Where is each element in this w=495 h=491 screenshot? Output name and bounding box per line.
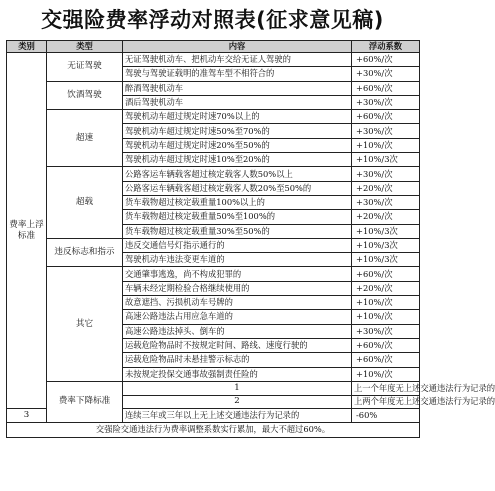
footnote-row bbox=[7, 422, 420, 437]
rate-cell: +60%/次 bbox=[352, 267, 420, 281]
table-header-row bbox=[7, 41, 420, 53]
table-row bbox=[7, 167, 420, 181]
content-cell: 运载危险物品时未悬挂警示标志的 bbox=[123, 353, 352, 367]
content-cell: 驾驶机动车超过规定时速10%至20%的 bbox=[123, 153, 352, 167]
rate-cell: +20%/次 bbox=[352, 210, 420, 224]
content-cell: 无证驾驶机动车、把机动车交给无证人驾驶的 bbox=[123, 53, 352, 67]
content-cell: 车辆未经定期检验合格继续使用的 bbox=[123, 281, 352, 295]
content-cell: 公路客运车辆载客超过核定载客人数20%至50%的 bbox=[123, 181, 352, 195]
type-cell: 超载 bbox=[47, 167, 123, 238]
rate-cell: +60%/次 bbox=[352, 338, 420, 352]
category-float-down: 费率下降标准 bbox=[47, 381, 123, 422]
rate-cell: +10%/次 bbox=[352, 367, 420, 381]
rate-cell: +10%/次 bbox=[352, 138, 420, 152]
content-cell: 驾驶机动车超过规定时速50%至70%的 bbox=[123, 124, 352, 138]
content-cell: 驾驶机动车超过规定时速70%以上的 bbox=[123, 110, 352, 124]
header-category: 类别 bbox=[7, 41, 47, 53]
type-cell: 3 bbox=[7, 409, 47, 423]
table-row bbox=[7, 267, 420, 281]
rate-cell: +10%/次 bbox=[352, 310, 420, 324]
content-cell: 高速公路违法占用应急车道的 bbox=[123, 310, 352, 324]
type-cell: 违反标志和指示 bbox=[47, 238, 123, 267]
rate-cell: +30%/次 bbox=[352, 195, 420, 209]
content-cell: 驾驶机动车违法变更车道的 bbox=[123, 253, 352, 267]
rate-cell: +20%/次 bbox=[352, 181, 420, 195]
rate-cell: +30%/次 bbox=[352, 67, 420, 81]
rate-cell: +10%/3次 bbox=[352, 253, 420, 267]
rate-table bbox=[6, 40, 495, 438]
rate-cell: +60%/次 bbox=[352, 53, 420, 67]
content-cell: 运载危险物品时不按规定时间、路线、速度行驶的 bbox=[123, 338, 352, 352]
content-cell: 连续三年或三年以上无上述交通违法行为记录的 bbox=[123, 409, 352, 423]
rate-cell: +60%/次 bbox=[352, 353, 420, 367]
table-row bbox=[7, 81, 420, 95]
content-cell: 货车载物超过核定载重量50%至100%的 bbox=[123, 210, 352, 224]
content-cell: 高速公路违法掉头、倒车的 bbox=[123, 324, 352, 338]
rate-cell: -60% bbox=[352, 409, 420, 423]
content-cell: 上一个年度无上述交通违法行为记录的 bbox=[352, 381, 420, 395]
table-row bbox=[7, 381, 420, 395]
page-title: 交强险费率浮动对照表(征求意见稿) bbox=[41, 8, 384, 32]
type-cell: 超速 bbox=[47, 110, 123, 167]
table-row bbox=[7, 238, 420, 252]
table-row bbox=[7, 110, 420, 124]
type-cell: 饮酒驾驶 bbox=[47, 81, 123, 110]
content-cell: 醉酒驾驶机动车 bbox=[123, 81, 352, 95]
content-cell: 货车载物超过核定载重量100%以上的 bbox=[123, 195, 352, 209]
content-cell: 故意遮挡、污损机动车号牌的 bbox=[123, 296, 352, 310]
category-float-up: 费率上浮标准 bbox=[7, 53, 47, 409]
content-cell: 酒后驾驶机动车 bbox=[123, 95, 352, 109]
content-cell: 违反交通信号灯指示通行的 bbox=[123, 238, 352, 252]
rate-cell: +30%/次 bbox=[352, 95, 420, 109]
content-cell: 未按规定投保交通事故强制责任险的 bbox=[123, 367, 352, 381]
header-content: 内容 bbox=[123, 41, 352, 53]
rate-cell: +10%/3次 bbox=[352, 153, 420, 167]
content-cell: 上两个年度无上述交通违法行为记录的 bbox=[352, 395, 420, 409]
type-cell: 其它 bbox=[47, 267, 123, 381]
type-cell: 2 bbox=[123, 395, 352, 409]
content-cell: 驾驶机动车超过规定时速20%至50%的 bbox=[123, 138, 352, 152]
rate-cell: +30%/次 bbox=[352, 324, 420, 338]
rate-cell: +60%/次 bbox=[352, 110, 420, 124]
content-cell: 公路客运车辆载客超过核定载客人数50%以上 bbox=[123, 167, 352, 181]
content-cell: 驾驶与驾驶证载明的准驾车型不相符合的 bbox=[123, 67, 352, 81]
content-cell: 货车载物超过核定载重量30%至50%的 bbox=[123, 224, 352, 238]
header-rate: 浮动系数 bbox=[352, 41, 420, 53]
header-type: 类型 bbox=[47, 41, 123, 53]
rate-cell: +30%/次 bbox=[352, 167, 420, 181]
rate-cell: +10%/次 bbox=[352, 296, 420, 310]
rate-cell: +20%/次 bbox=[352, 281, 420, 295]
content-cell: 交通肇事逃逸，尚不构成犯罪的 bbox=[123, 267, 352, 281]
rate-cell: +10%/3次 bbox=[352, 238, 420, 252]
type-cell: 1 bbox=[123, 381, 352, 395]
rate-cell: +10%/3次 bbox=[352, 224, 420, 238]
rate-cell: +30%/次 bbox=[352, 124, 420, 138]
table-row bbox=[7, 53, 420, 67]
rate-cell: +60%/次 bbox=[352, 81, 420, 95]
footnote: 交强险交通违法行为费率调整系数实行累加，最大不超过60%。 bbox=[7, 422, 420, 437]
type-cell: 无证驾驶 bbox=[47, 53, 123, 82]
